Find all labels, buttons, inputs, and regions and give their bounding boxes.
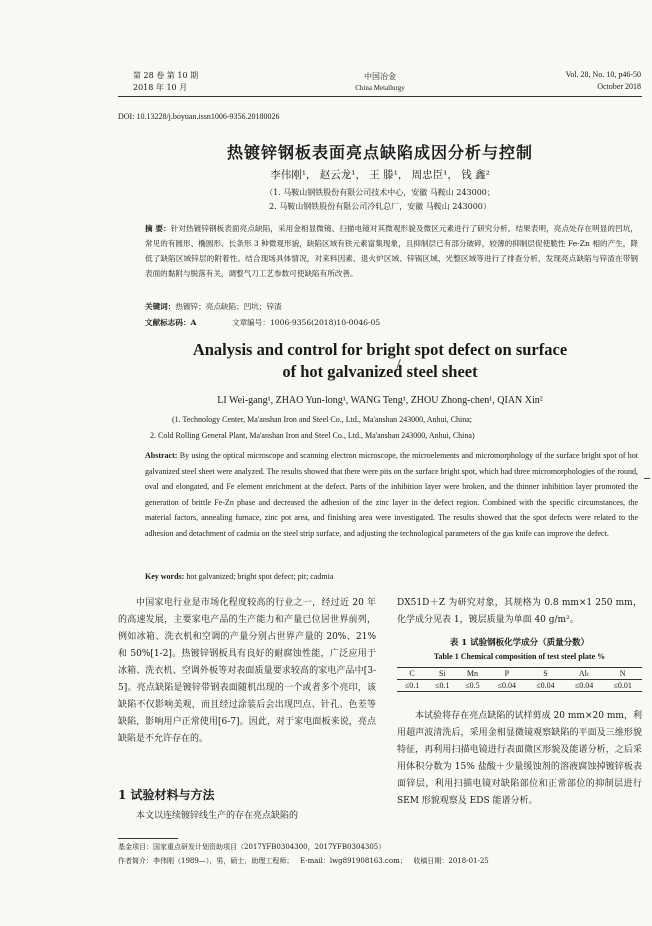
affiliation-cn-2: 2. 马鞍山钢铁股份有限公司冷轧总厂，安徽 马鞍山 243000） xyxy=(269,202,491,211)
abstract-cn-text: 针对热镀锌钢板表面亮点缺陷，采用金相显微镜、扫描电镜对其微观形貌及微区元素进行了研究分析。结果表明，亮点处存在明显的凹坑，常见的有圆形、椭圆形、长条形 3 种微观形貌，缺陷区域有铁元素富集现象，且抑制层已有部分破碎，较薄的抑制层促使脆性 Fe-Zn 相的产生，降低了缺陷区域锌层的附着性。结合现场具体情况，对来料因素、退火炉区域、锌锅区域、光整区域等进行了排查分析，发现亮点缺陷与锌渣在带钢表面的黏附与脱落有关，调整气刀工艺参数可使缺陷有所改善。 xyxy=(145,224,638,278)
table-cell: ≤0.04 xyxy=(565,680,604,692)
table-cell: ≤0.04 xyxy=(526,680,565,692)
table-cell: ≤0.5 xyxy=(457,680,487,692)
table-cell: ≤0.01 xyxy=(603,680,642,692)
table-cell: ≤0.1 xyxy=(427,680,457,692)
header-volume-en: Vol. 28, No. 10, p46-50 xyxy=(565,70,641,79)
table-row xyxy=(397,680,642,692)
table1-caption-en: Table 1 Chemical composition of test steel plate % xyxy=(433,652,606,661)
affiliation-cn-1: （1. 马鞍山钢铁股份有限公司技术中心，安徽 马鞍山 243000； xyxy=(265,188,495,197)
table-cell: ≤0.04 xyxy=(488,680,527,692)
article-number: 文章编号：1006-9356(2018)10-0046-05 xyxy=(232,318,381,327)
footnote-fund: 基金项目：国家重点研发计划资助项目（2017YFB0304300，2017YFB0304305） xyxy=(118,843,386,851)
title-en-line1: Analysis and control for bright spot defect on surface xyxy=(192,340,568,359)
section-1-heading: 1 试验材料与方法 xyxy=(118,788,215,802)
authors-en: LI Wei-gang¹, ZHAO Yun-long¹, WANG Teng¹, ZHOU Zhong-chen¹, QIAN Xin² xyxy=(217,395,543,406)
header-journal-cn: 中国冶金 xyxy=(364,72,396,81)
abstract-en-label: Abstract: xyxy=(145,451,178,460)
authors-cn: 李伟刚¹， 赵云龙¹， 王 滕¹， 周忠臣¹， 钱 鑫² xyxy=(270,169,490,181)
footnote-email: E-mail：lwg891908163.com； xyxy=(300,857,407,865)
header-journal-en: China Metallurgy xyxy=(355,84,405,92)
table-header-cell: P xyxy=(488,668,527,680)
keywords-cn-text: 热镀锌；亮点缺陷；凹坑；锌渣 xyxy=(175,302,282,311)
body-paragraph-2: 本文以连续镀锌线生产的存在亮点缺陷的 xyxy=(136,811,299,821)
table-header-cell: S xyxy=(526,668,565,680)
keywords-en xyxy=(145,572,333,581)
header-volume: 第 28 卷 第 10 期 xyxy=(133,71,199,80)
edge-mark xyxy=(644,478,650,479)
table-header-cell: C xyxy=(397,668,427,680)
title-en-line2: of hot galvanized steel sheet xyxy=(282,362,478,381)
footnote-author xyxy=(118,856,489,866)
doc-code: 文献标志码：A xyxy=(145,318,197,327)
body-paragraph-1: 中国家电行业是市场化程度较高的行业之一，经过近 20 年的高速发展，主要家电产品的生产能力和产量已位居世界前列，例如冰箱、洗衣机和空调的产量分别占世界产量的 20%、21% 和 50%[1-2]。热镀锌钢板具有良好的耐腐蚀性能，广泛应用于冰箱、洗衣机、空调外板等对表面质量要求较高的家电产品中[3-5]。亮点缺陷是镀锌带钢表面随机出现的一个或者多个亮印，该缺陷不仅影响美观，而且经过涂装后会出现凹点、针孔、色差等缺陷，影响用户正常使用[6-7]。因此，对于家电面板来说，亮点缺陷是不允许存在的。 xyxy=(118,598,376,744)
abstract-cn-label: 摘 要： xyxy=(145,224,171,233)
composition-table xyxy=(397,667,642,692)
table-cell: ≤0.1 xyxy=(397,680,427,692)
abstract-en-text: By using the optical microscope and scanning electron microscope, the microelements and micromorphology of the surface bright spot of hot galvanized steel sheet were analyzed. The results showed that there were pits on the surface bright spot, which had three micromorphologies of the round, oval and elongated, and Fe element enrichment at the defect. Parts of the inhibition layer were broken, and the thinner inhibition layer promoted the generation of brittle Fe-Zn phase and decreased the adhesion of the zinc layer in the defect region. Combined with the specific circumstances, the material factors, annealing furnace, zinc pot area, and finishing area were investigated. The results showed that the spot defects were related to the adhesion and detachment of cadmia on the steel strip surface, and adjusting the technological parameters of the gas knife can improve the defect. xyxy=(145,451,638,538)
abstract-en xyxy=(145,448,638,570)
table-header-cell: Mn xyxy=(457,668,487,680)
table1-caption-cn: 表 1 试验钢板化学成分（质量分数） xyxy=(449,638,590,648)
header-date-en: October 2018 xyxy=(597,82,641,91)
affiliation-en-1: (1. Technology Center, Ma'anshan Iron and Steel Co., Ltd., Ma'anshan 243000, Anhui, China; xyxy=(172,415,473,424)
header-rule xyxy=(118,96,642,97)
body-paragraph-right-2: 本试验将存在亮点缺陷的试样剪成 20 mm×20 mm，利用超声波清洗后，采用金相显微镜观察缺陷的平面及三维形貌特征，再利用扫描电镜进行表面微区形貌及能谱分析，之后采用体积分数为 15% 盐酸＋少量缓蚀剂的溶液腐蚀掉镀锌板表面锌层，利用扫描电镜对缺陷部位和正常部位的抑制层进行 SEM 形貌观察及 EDS 能谱分析。 xyxy=(397,711,642,806)
table-header-row xyxy=(397,668,642,680)
body-paragraph-right-1: DX51D＋Z 为研究对象，其规格为 0.8 mm×1 250 mm，化学成分见表 1，镀层质量为单面 40 g/m²。 xyxy=(397,598,642,625)
affiliation-en-2: 2. Cold Rolling General Plant, Ma'anshan Iron and Steel Co., Ltd., Ma'anshan 243000, Anhui, China) xyxy=(150,431,475,440)
keywords-en-label: Key words: xyxy=(145,572,185,581)
doi: DOI: 10.13228/j.boyuan.issn1006-9356.20180026 xyxy=(118,112,280,121)
table-header-cell: Si xyxy=(427,668,457,680)
keywords-cn xyxy=(145,301,282,312)
table-header-cell: N xyxy=(603,668,642,680)
title-cn: 热镀锌钢板表面亮点缺陷成因分析与控制 xyxy=(226,143,533,162)
footnote-received: 收稿日期：2018-01-25 xyxy=(413,857,489,865)
table-header-cell: Alₜ xyxy=(565,668,604,680)
footnote-rule xyxy=(118,838,178,839)
header-date: 2018 年 10 月 xyxy=(133,83,188,92)
footnote-author-intro: 作者简介：李伟刚（1989—），男，硕士，助理工程师； xyxy=(118,857,294,865)
abstract-cn xyxy=(145,221,638,297)
keywords-en-text: hot galvanized; bright spot defect; pit; cadmia xyxy=(186,572,334,581)
keywords-cn-label: 关键词： xyxy=(145,302,176,311)
